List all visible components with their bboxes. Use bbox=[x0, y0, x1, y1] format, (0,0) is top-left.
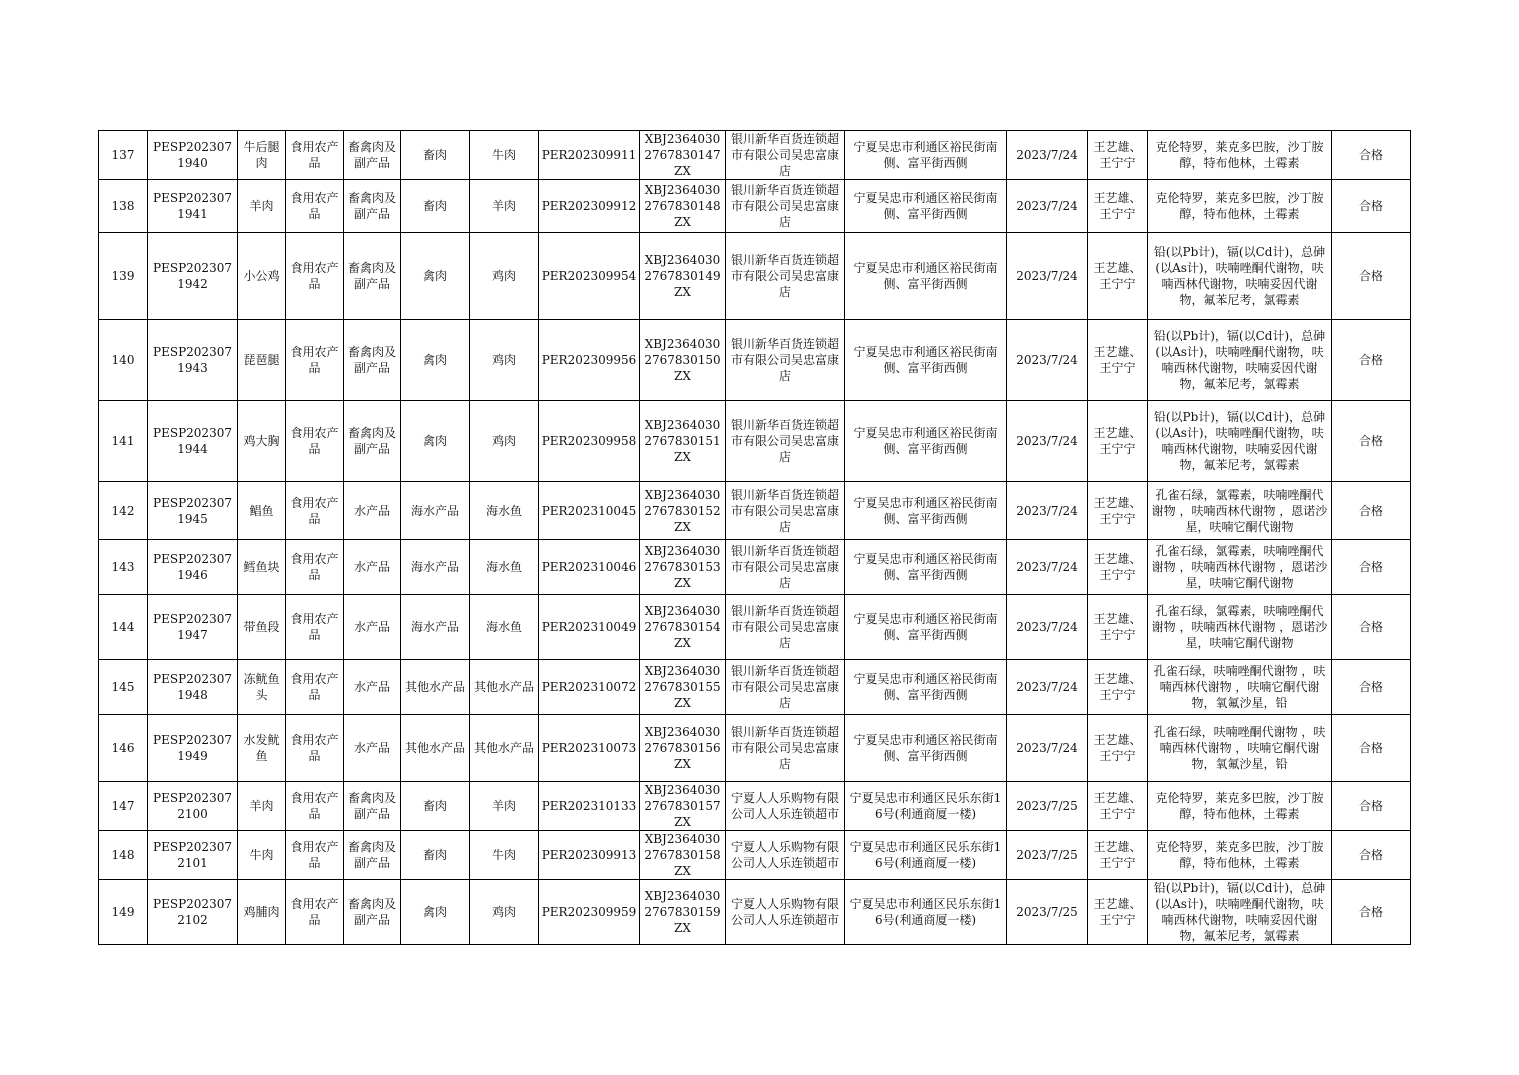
sample-code-cell: PESP2023072102 bbox=[148, 880, 238, 945]
inspection-result-cell: 合格 bbox=[1332, 180, 1411, 233]
food-subcategory-2-cell: 其他水产品 bbox=[401, 660, 470, 715]
row-number-cell: 141 bbox=[99, 401, 148, 482]
food-subcategory-2-cell: 海水产品 bbox=[401, 540, 470, 595]
table-row bbox=[99, 831, 1411, 880]
row-number-cell: 137 bbox=[99, 131, 148, 180]
food-category-cell: 食用农产品 bbox=[286, 131, 344, 180]
report-number-cell: PER202309958 bbox=[539, 401, 640, 482]
table-row bbox=[99, 131, 1411, 180]
food-subcategory-2-cell: 海水产品 bbox=[401, 595, 470, 660]
food-category-cell: 食用农产品 bbox=[286, 715, 344, 782]
sampled-unit-cell: 宁夏人人乐购物有限公司人人乐连锁超市 bbox=[726, 880, 845, 945]
table-row bbox=[99, 660, 1411, 715]
food-subcategory-1-cell: 水产品 bbox=[344, 595, 401, 660]
food-subcategory-2-cell: 禽肉 bbox=[401, 880, 470, 945]
food-subcategory-3-cell: 海水鱼 bbox=[470, 482, 539, 540]
inspectors-cell: 王艺雄、王宁宁 bbox=[1088, 131, 1148, 180]
inspection-result-cell: 合格 bbox=[1332, 595, 1411, 660]
task-number-cell: XBJ23640302767830155ZX bbox=[640, 660, 726, 715]
inspection-items-cell: 铅(以Pb计)，镉(以Cd计)，总砷(以As计)，呋喃唑酮代谢物，呋喃西林代谢物，呋喃妥因代谢物，氟苯尼考，氯霉素 bbox=[1148, 320, 1332, 401]
food-subcategory-2-cell: 海水产品 bbox=[401, 482, 470, 540]
inspection-items-cell: 克伦特罗，莱克多巴胺，沙丁胺醇，特布他林，土霉素 bbox=[1148, 831, 1332, 880]
row-number-cell: 139 bbox=[99, 233, 148, 320]
inspection-result-cell: 合格 bbox=[1332, 482, 1411, 540]
food-subcategory-3-cell: 海水鱼 bbox=[470, 595, 539, 660]
food-subcategory-1-cell: 畜禽肉及副产品 bbox=[344, 401, 401, 482]
row-number-cell: 149 bbox=[99, 880, 148, 945]
report-number-cell: PER202309956 bbox=[539, 320, 640, 401]
sampled-address-cell: 宁夏吴忠市利通区裕民街南侧、富平街西侧 bbox=[845, 540, 1007, 595]
sample-name-cell: 羊肉 bbox=[238, 782, 286, 831]
sampled-address-cell: 宁夏吴忠市利通区裕民街南侧、富平街西侧 bbox=[845, 131, 1007, 180]
sampling-date-cell: 2023/7/25 bbox=[1007, 831, 1088, 880]
task-number-cell: XBJ23640302767830151ZX bbox=[640, 401, 726, 482]
inspection-items-cell: 克伦特罗，莱克多巴胺，沙丁胺醇，特布他林，土霉素 bbox=[1148, 180, 1332, 233]
sampled-address-cell: 宁夏吴忠市利通区裕民街南侧、富平街西侧 bbox=[845, 233, 1007, 320]
sample-name-cell: 鲳鱼 bbox=[238, 482, 286, 540]
sampling-date-cell: 2023/7/24 bbox=[1007, 482, 1088, 540]
inspection-items-cell: 克伦特罗，莱克多巴胺，沙丁胺醇，特布他林，土霉素 bbox=[1148, 131, 1332, 180]
sample-code-cell: PESP2023071941 bbox=[148, 180, 238, 233]
report-number-cell: PER202309913 bbox=[539, 831, 640, 880]
food-subcategory-1-cell: 水产品 bbox=[344, 540, 401, 595]
inspection-items-cell: 铅(以Pb计)，镉(以Cd计)，总砷(以As计)，呋喃唑酮代谢物，呋喃西林代谢物，呋喃妥因代谢物，氟苯尼考，氯霉素 bbox=[1148, 880, 1332, 945]
inspection-result-cell: 合格 bbox=[1332, 233, 1411, 320]
sample-name-cell: 琵琶腿 bbox=[238, 320, 286, 401]
food-subcategory-1-cell: 畜禽肉及副产品 bbox=[344, 320, 401, 401]
sampled-address-cell: 宁夏吴忠市利通区民乐东街16号(利通商厦一楼) bbox=[845, 782, 1007, 831]
food-category-cell: 食用农产品 bbox=[286, 180, 344, 233]
inspectors-cell: 王艺雄、王宁宁 bbox=[1088, 782, 1148, 831]
sampling-date-cell: 2023/7/24 bbox=[1007, 595, 1088, 660]
table-row bbox=[99, 401, 1411, 482]
table-row bbox=[99, 233, 1411, 320]
food-subcategory-3-cell: 鸡肉 bbox=[470, 233, 539, 320]
row-number-cell: 140 bbox=[99, 320, 148, 401]
food-subcategory-3-cell: 牛肉 bbox=[470, 831, 539, 880]
sampling-date-cell: 2023/7/24 bbox=[1007, 660, 1088, 715]
sampled-unit-cell: 银川新华百货连锁超市有限公司吴忠富康店 bbox=[726, 715, 845, 782]
food-subcategory-1-cell: 畜禽肉及副产品 bbox=[344, 831, 401, 880]
inspection-items-cell: 孔雀石绿，呋喃唑酮代谢物 ，呋喃西林代谢物 ，呋喃它酮代谢物，氧氟沙星，铅 bbox=[1148, 660, 1332, 715]
report-number-cell: PER202310045 bbox=[539, 482, 640, 540]
food-subcategory-3-cell: 羊肉 bbox=[470, 180, 539, 233]
sample-name-cell: 牛肉 bbox=[238, 831, 286, 880]
inspection-result-cell: 合格 bbox=[1332, 131, 1411, 180]
inspection-items-cell: 孔雀石绿，呋喃唑酮代谢物 ，呋喃西林代谢物 ，呋喃它酮代谢物，氧氟沙星，铅 bbox=[1148, 715, 1332, 782]
inspection-result-cell: 合格 bbox=[1332, 401, 1411, 482]
report-number-cell: PER202309912 bbox=[539, 180, 640, 233]
sample-name-cell: 带鱼段 bbox=[238, 595, 286, 660]
report-number-cell: PER202310072 bbox=[539, 660, 640, 715]
sampled-unit-cell: 银川新华百货连锁超市有限公司吴忠富康店 bbox=[726, 131, 845, 180]
sampled-address-cell: 宁夏吴忠市利通区裕民街南侧、富平街西侧 bbox=[845, 595, 1007, 660]
row-number-cell: 143 bbox=[99, 540, 148, 595]
sample-code-cell: PESP2023071940 bbox=[148, 131, 238, 180]
row-number-cell: 138 bbox=[99, 180, 148, 233]
sampled-unit-cell: 银川新华百货连锁超市有限公司吴忠富康店 bbox=[726, 595, 845, 660]
food-category-cell: 食用农产品 bbox=[286, 540, 344, 595]
sample-code-cell: PESP2023072100 bbox=[148, 782, 238, 831]
task-number-cell: XBJ23640302767830154ZX bbox=[640, 595, 726, 660]
table-row bbox=[99, 540, 1411, 595]
sampling-date-cell: 2023/7/25 bbox=[1007, 782, 1088, 831]
row-number-cell: 145 bbox=[99, 660, 148, 715]
sampled-address-cell: 宁夏吴忠市利通区裕民街南侧、富平街西侧 bbox=[845, 482, 1007, 540]
inspectors-cell: 王艺雄、王宁宁 bbox=[1088, 401, 1148, 482]
food-category-cell: 食用农产品 bbox=[286, 233, 344, 320]
food-subcategory-1-cell: 畜禽肉及副产品 bbox=[344, 180, 401, 233]
sampled-unit-cell: 银川新华百货连锁超市有限公司吴忠富康店 bbox=[726, 482, 845, 540]
inspectors-cell: 王艺雄、王宁宁 bbox=[1088, 482, 1148, 540]
inspection-result-cell: 合格 bbox=[1332, 320, 1411, 401]
sampled-address-cell: 宁夏吴忠市利通区民乐东街16号(利通商厦一楼) bbox=[845, 880, 1007, 945]
inspection-items-cell: 铅(以Pb计)，镉(以Cd计)，总砷(以As计)，呋喃唑酮代谢物，呋喃西林代谢物，呋喃妥因代谢物，氟苯尼考，氯霉素 bbox=[1148, 401, 1332, 482]
table-row bbox=[99, 715, 1411, 782]
food-subcategory-3-cell: 牛肉 bbox=[470, 131, 539, 180]
task-number-cell: XBJ23640302767830149ZX bbox=[640, 233, 726, 320]
sampled-address-cell: 宁夏吴忠市利通区裕民街南侧、富平街西侧 bbox=[845, 180, 1007, 233]
inspection-result-cell: 合格 bbox=[1332, 782, 1411, 831]
sample-name-cell: 小公鸡 bbox=[238, 233, 286, 320]
table-row bbox=[99, 782, 1411, 831]
table-row bbox=[99, 320, 1411, 401]
food-subcategory-2-cell: 禽肉 bbox=[401, 320, 470, 401]
food-subcategory-2-cell: 其他水产品 bbox=[401, 715, 470, 782]
sample-name-cell: 水发鱿鱼 bbox=[238, 715, 286, 782]
task-number-cell: XBJ23640302767830159ZX bbox=[640, 880, 726, 945]
food-category-cell: 食用农产品 bbox=[286, 482, 344, 540]
report-number-cell: PER202309911 bbox=[539, 131, 640, 180]
sampled-unit-cell: 银川新华百货连锁超市有限公司吴忠富康店 bbox=[726, 401, 845, 482]
food-category-cell: 食用农产品 bbox=[286, 595, 344, 660]
sample-name-cell: 鳕鱼块 bbox=[238, 540, 286, 595]
report-number-cell: PER202309954 bbox=[539, 233, 640, 320]
sample-code-cell: PESP2023071948 bbox=[148, 660, 238, 715]
food-subcategory-1-cell: 畜禽肉及副产品 bbox=[344, 782, 401, 831]
sample-name-cell: 鸡脯肉 bbox=[238, 880, 286, 945]
sample-name-cell: 冻鱿鱼头 bbox=[238, 660, 286, 715]
inspection-items-cell: 孔雀石绿，氯霉素，呋喃唑酮代谢物 ，呋喃西林代谢物 ，恩诺沙星，呋喃它酮代谢物 bbox=[1148, 540, 1332, 595]
row-number-cell: 144 bbox=[99, 595, 148, 660]
food-category-cell: 食用农产品 bbox=[286, 401, 344, 482]
food-subcategory-1-cell: 畜禽肉及副产品 bbox=[344, 131, 401, 180]
sample-code-cell: PESP2023071944 bbox=[148, 401, 238, 482]
food-category-cell: 食用农产品 bbox=[286, 831, 344, 880]
food-category-cell: 食用农产品 bbox=[286, 782, 344, 831]
task-number-cell: XBJ23640302767830148ZX bbox=[640, 180, 726, 233]
food-subcategory-1-cell: 畜禽肉及副产品 bbox=[344, 233, 401, 320]
sample-code-cell: PESP2023071949 bbox=[148, 715, 238, 782]
inspectors-cell: 王艺雄、王宁宁 bbox=[1088, 540, 1148, 595]
sample-code-cell: PESP2023071942 bbox=[148, 233, 238, 320]
sampling-date-cell: 2023/7/24 bbox=[1007, 320, 1088, 401]
row-number-cell: 148 bbox=[99, 831, 148, 880]
food-subcategory-1-cell: 水产品 bbox=[344, 660, 401, 715]
task-number-cell: XBJ23640302767830147ZX bbox=[640, 131, 726, 180]
report-number-cell: PER202309959 bbox=[539, 880, 640, 945]
inspectors-cell: 王艺雄、王宁宁 bbox=[1088, 831, 1148, 880]
report-number-cell: PER202310133 bbox=[539, 782, 640, 831]
sampled-address-cell: 宁夏吴忠市利通区裕民街南侧、富平街西侧 bbox=[845, 660, 1007, 715]
inspectors-cell: 王艺雄、王宁宁 bbox=[1088, 180, 1148, 233]
inspectors-cell: 王艺雄、王宁宁 bbox=[1088, 233, 1148, 320]
inspectors-cell: 王艺雄、王宁宁 bbox=[1088, 880, 1148, 945]
row-number-cell: 146 bbox=[99, 715, 148, 782]
report-number-cell: PER202310049 bbox=[539, 595, 640, 660]
food-category-cell: 食用农产品 bbox=[286, 660, 344, 715]
sampled-unit-cell: 宁夏人人乐购物有限公司人人乐连锁超市 bbox=[726, 782, 845, 831]
inspection-items-cell: 孔雀石绿，氯霉素，呋喃唑酮代谢物 ，呋喃西林代谢物 ，恩诺沙星，呋喃它酮代谢物 bbox=[1148, 595, 1332, 660]
food-category-cell: 食用农产品 bbox=[286, 320, 344, 401]
inspection-items-cell: 孔雀石绿，氯霉素，呋喃唑酮代谢物 ，呋喃西林代谢物 ，恩诺沙星，呋喃它酮代谢物 bbox=[1148, 482, 1332, 540]
sampled-unit-cell: 银川新华百货连锁超市有限公司吴忠富康店 bbox=[726, 320, 845, 401]
sampled-unit-cell: 银川新华百货连锁超市有限公司吴忠富康店 bbox=[726, 180, 845, 233]
sample-code-cell: PESP2023071943 bbox=[148, 320, 238, 401]
inspection-results-table bbox=[98, 130, 1411, 945]
sampled-address-cell: 宁夏吴忠市利通区裕民街南侧、富平街西侧 bbox=[845, 715, 1007, 782]
food-subcategory-2-cell: 畜肉 bbox=[401, 131, 470, 180]
food-subcategory-1-cell: 水产品 bbox=[344, 482, 401, 540]
inspection-result-cell: 合格 bbox=[1332, 660, 1411, 715]
report-number-cell: PER202310046 bbox=[539, 540, 640, 595]
row-number-cell: 142 bbox=[99, 482, 148, 540]
sample-name-cell: 羊肉 bbox=[238, 180, 286, 233]
food-subcategory-2-cell: 畜肉 bbox=[401, 782, 470, 831]
sampled-address-cell: 宁夏吴忠市利通区裕民街南侧、富平街西侧 bbox=[845, 401, 1007, 482]
sampled-unit-cell: 宁夏人人乐购物有限公司人人乐连锁超市 bbox=[726, 831, 845, 880]
inspectors-cell: 王艺雄、王宁宁 bbox=[1088, 660, 1148, 715]
task-number-cell: XBJ23640302767830152ZX bbox=[640, 482, 726, 540]
food-subcategory-3-cell: 其他水产品 bbox=[470, 715, 539, 782]
sample-code-cell: PESP2023071947 bbox=[148, 595, 238, 660]
food-subcategory-2-cell: 畜肉 bbox=[401, 180, 470, 233]
food-subcategory-1-cell: 水产品 bbox=[344, 715, 401, 782]
food-subcategory-3-cell: 羊肉 bbox=[470, 782, 539, 831]
food-subcategory-2-cell: 畜肉 bbox=[401, 831, 470, 880]
sampling-date-cell: 2023/7/24 bbox=[1007, 233, 1088, 320]
inspectors-cell: 王艺雄、王宁宁 bbox=[1088, 595, 1148, 660]
sample-code-cell: PESP2023071945 bbox=[148, 482, 238, 540]
food-subcategory-3-cell: 鸡肉 bbox=[470, 320, 539, 401]
inspection-items-cell: 铅(以Pb计)，镉(以Cd计)，总砷(以As计)，呋喃唑酮代谢物，呋喃西林代谢物，呋喃妥因代谢物，氟苯尼考，氯霉素 bbox=[1148, 233, 1332, 320]
food-category-cell: 食用农产品 bbox=[286, 880, 344, 945]
food-subcategory-2-cell: 禽肉 bbox=[401, 401, 470, 482]
food-subcategory-1-cell: 畜禽肉及副产品 bbox=[344, 880, 401, 945]
food-subcategory-3-cell: 鸡肉 bbox=[470, 880, 539, 945]
table-row bbox=[99, 482, 1411, 540]
sampling-date-cell: 2023/7/24 bbox=[1007, 540, 1088, 595]
sampled-address-cell: 宁夏吴忠市利通区民乐东街16号(利通商厦一楼) bbox=[845, 831, 1007, 880]
task-number-cell: XBJ23640302767830157ZX bbox=[640, 782, 726, 831]
inspection-result-cell: 合格 bbox=[1332, 540, 1411, 595]
sampling-date-cell: 2023/7/24 bbox=[1007, 715, 1088, 782]
sampling-date-cell: 2023/7/25 bbox=[1007, 880, 1088, 945]
sampled-unit-cell: 银川新华百货连锁超市有限公司吴忠富康店 bbox=[726, 233, 845, 320]
inspectors-cell: 王艺雄、王宁宁 bbox=[1088, 715, 1148, 782]
food-subcategory-2-cell: 禽肉 bbox=[401, 233, 470, 320]
sampled-unit-cell: 银川新华百货连锁超市有限公司吴忠富康店 bbox=[726, 660, 845, 715]
sample-code-cell: PESP2023072101 bbox=[148, 831, 238, 880]
task-number-cell: XBJ23640302767830153ZX bbox=[640, 540, 726, 595]
food-subcategory-3-cell: 海水鱼 bbox=[470, 540, 539, 595]
task-number-cell: XBJ23640302767830158ZX bbox=[640, 831, 726, 880]
inspectors-cell: 王艺雄、王宁宁 bbox=[1088, 320, 1148, 401]
sampled-unit-cell: 银川新华百货连锁超市有限公司吴忠富康店 bbox=[726, 540, 845, 595]
row-number-cell: 147 bbox=[99, 782, 148, 831]
table-row bbox=[99, 880, 1411, 945]
sample-name-cell: 鸡大胸 bbox=[238, 401, 286, 482]
task-number-cell: XBJ23640302767830156ZX bbox=[640, 715, 726, 782]
task-number-cell: XBJ23640302767830150ZX bbox=[640, 320, 726, 401]
sampling-date-cell: 2023/7/24 bbox=[1007, 131, 1088, 180]
table-row bbox=[99, 595, 1411, 660]
sample-code-cell: PESP2023071946 bbox=[148, 540, 238, 595]
inspection-result-cell: 合格 bbox=[1332, 880, 1411, 945]
table-row bbox=[99, 180, 1411, 233]
inspection-result-cell: 合格 bbox=[1332, 715, 1411, 782]
food-subcategory-3-cell: 鸡肉 bbox=[470, 401, 539, 482]
report-number-cell: PER202310073 bbox=[539, 715, 640, 782]
sample-name-cell: 牛后腿肉 bbox=[238, 131, 286, 180]
food-subcategory-3-cell: 其他水产品 bbox=[470, 660, 539, 715]
sampled-address-cell: 宁夏吴忠市利通区裕民街南侧、富平街西侧 bbox=[845, 320, 1007, 401]
inspection-items-cell: 克伦特罗，莱克多巴胺，沙丁胺醇，特布他林，土霉素 bbox=[1148, 782, 1332, 831]
sampling-date-cell: 2023/7/24 bbox=[1007, 180, 1088, 233]
inspection-result-cell: 合格 bbox=[1332, 831, 1411, 880]
sampling-date-cell: 2023/7/24 bbox=[1007, 401, 1088, 482]
